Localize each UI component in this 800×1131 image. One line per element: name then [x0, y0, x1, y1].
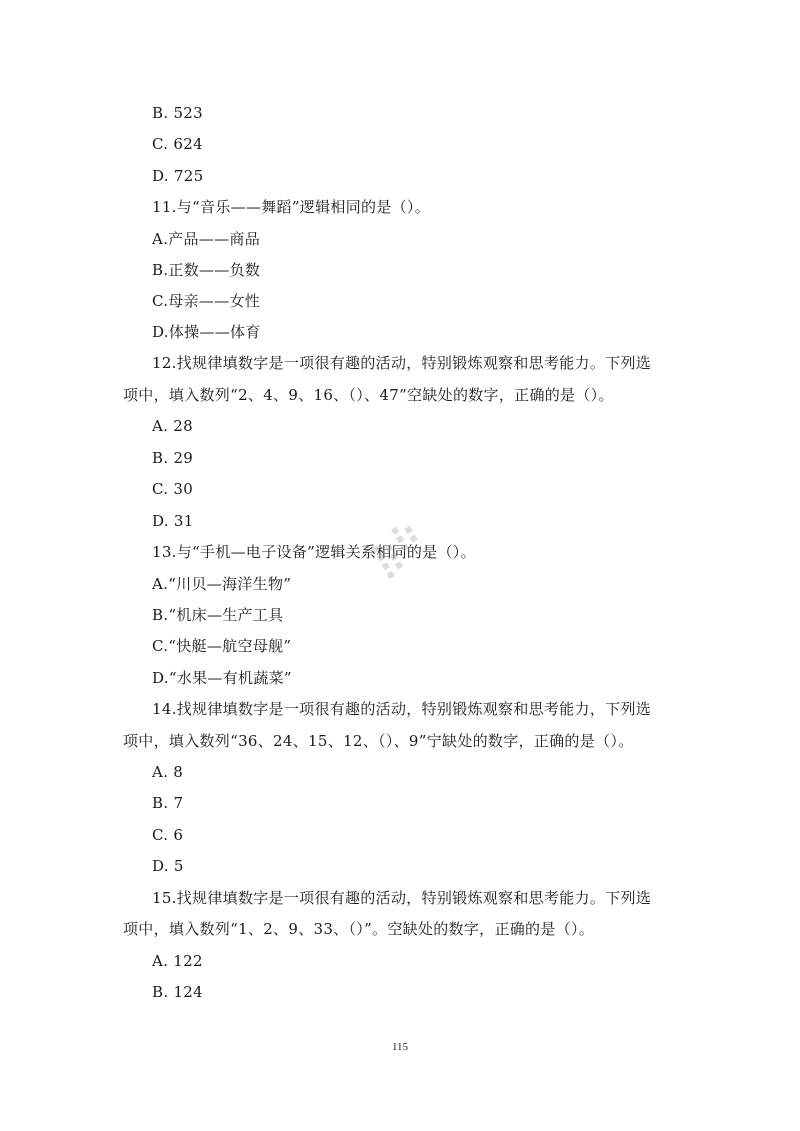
q15-option-a: A. 122 — [152, 952, 203, 970]
q13-option-b: B.“机床—生产工具 — [152, 606, 284, 624]
question-12-line-2: 项中，填入数列“2、4、9、16、（）、47”空缺处的数字，正确的是（）。 — [123, 386, 614, 404]
q12-option-a: A. 28 — [152, 417, 193, 435]
q12-option-c: C. 30 — [152, 480, 194, 498]
question-15-line-2: 项中，填入数列“1、2、9、33、（）”。空缺处的数字，正确的是（）。 — [123, 920, 595, 938]
q11-option-c: C.母亲——女性 — [152, 292, 261, 310]
q13-option-d: D.“水果—有机蔬菜” — [152, 669, 292, 687]
q14-option-a: A. 8 — [152, 763, 184, 781]
question-11: 11.与“音乐——舞蹈”逻辑相同的是（）。 — [152, 198, 430, 216]
q14-option-b: B. 7 — [152, 794, 184, 812]
option-d-725: D. 725 — [152, 167, 204, 185]
q11-option-d: D.体操——体育 — [152, 323, 261, 341]
q15-option-b: B. 124 — [152, 983, 203, 1001]
option-c-624: C. 624 — [152, 135, 203, 153]
q11-option-a: A.产品——商品 — [152, 230, 261, 248]
question-14-line-1: 14.找规律填数字是一项很有趣的活动，特别锻炼观察和思考能力，下列选 — [152, 700, 652, 718]
q13-option-c: C.“快艇—航空母舰” — [152, 637, 292, 655]
question-15-line-1: 15.找规律填数字是一项很有趣的活动，特别锻炼观察和思考能力。下列选 — [152, 889, 652, 907]
q12-option-b: B. 29 — [152, 449, 194, 467]
page-number: 115 — [391, 1041, 409, 1053]
q14-option-d: D. 5 — [152, 857, 184, 875]
q12-option-d: D. 31 — [152, 512, 194, 530]
question-12-line-1: 12.找规律填数字是一项很有趣的活动，特别锻炼观察和思考能力。下列选 — [152, 354, 652, 372]
option-b-523: B. 523 — [152, 104, 203, 122]
q13-option-a: A.“川贝—海洋生物” — [152, 575, 292, 593]
q11-option-b: B.正数——负数 — [152, 261, 261, 279]
q14-option-c: C. 6 — [152, 826, 184, 844]
question-13: 13.与“手机—电子设备”逻辑关系相同的是（）。 — [152, 543, 476, 561]
question-14-line-2: 项中，填入数列“36、24、15、12、（）、9”宁缺处的数字，正确的是（）。 — [123, 732, 634, 750]
